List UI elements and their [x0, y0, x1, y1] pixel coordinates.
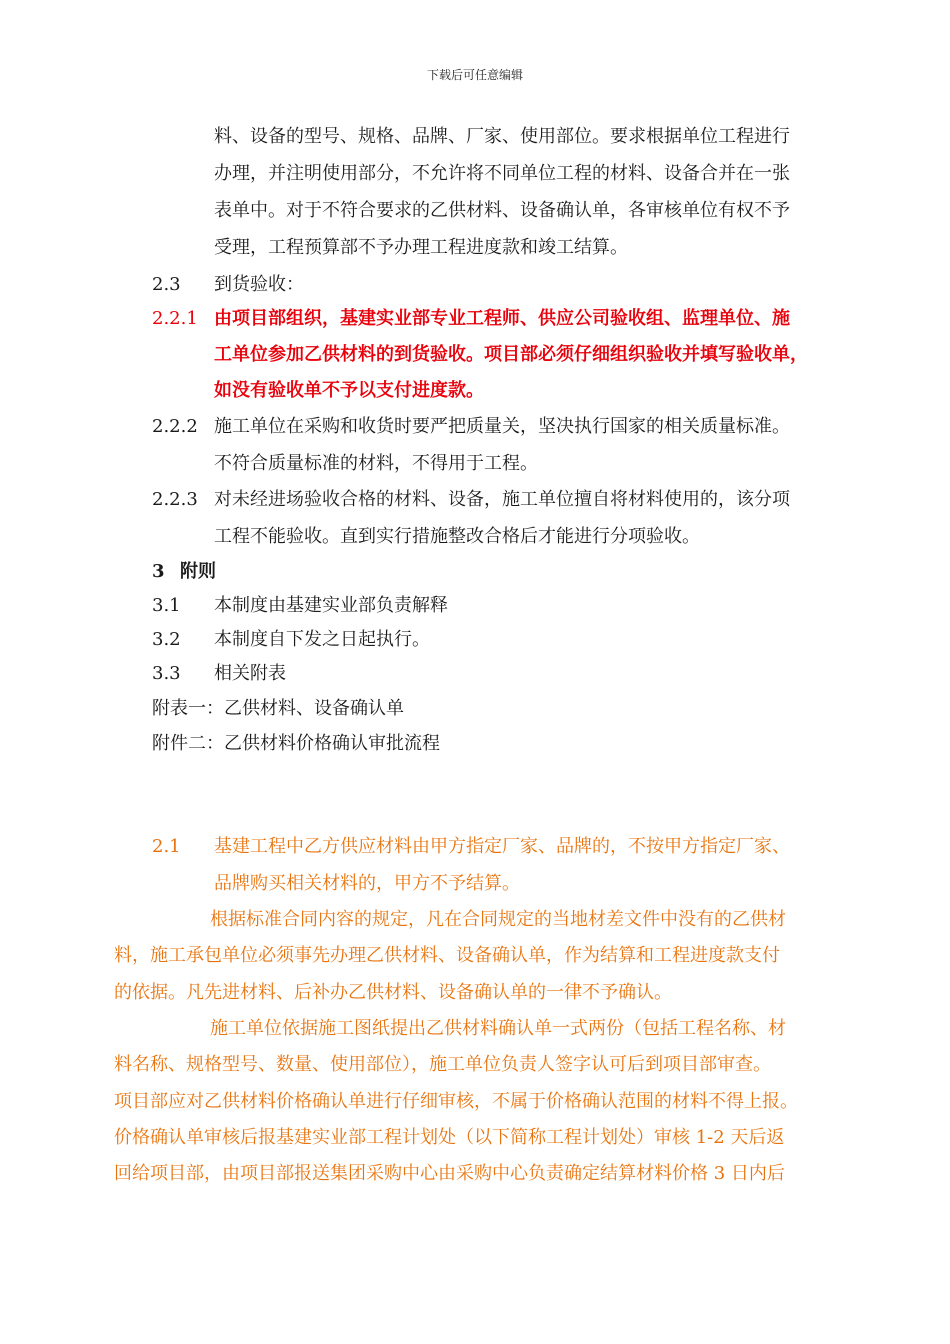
section-number: 2.1 [152, 836, 181, 857]
highlight-line: 如没有验收单不予以支付进度款。 [214, 380, 484, 401]
paragraph-line: 相关附表 [214, 663, 286, 684]
orange-line: 施工单位依据施工图纸提出乙供材料确认单一式两份（包括工程名称、材 [210, 1018, 786, 1039]
paragraph-line: 办理，并注明使用部分，不允许将不同单位工程的材料、设备合并在一张 [214, 163, 790, 184]
section-number: 3.1 [152, 595, 181, 616]
paragraph-line: 本制度自下发之日起执行。 [214, 629, 430, 650]
section-number: 2.2.3 [152, 489, 198, 510]
section-heading: 到货验收： [214, 274, 304, 295]
paragraph-line: 受理，工程预算部不予办理工程进度款和竣工结算。 [214, 237, 628, 258]
orange-line: 料名称、规格型号、数量、使用部位），施工单位负责人签字认可后到项目部审查。 [114, 1054, 771, 1075]
paragraph-line: 对未经进场验收合格的材料、设备，施工单位擅自将材料使用的，该分项 [214, 489, 790, 510]
paragraph-line: 料、设备的型号、规格、品牌、厂家、使用部位。要求根据单位工程进行 [214, 126, 790, 147]
orange-line: 基建工程中乙方供应材料由甲方指定厂家、品牌的，不按甲方指定厂家、 [214, 836, 790, 857]
paragraph-line: 本制度由基建实业部负责解释 [214, 595, 448, 616]
paragraph-line: 不符合质量标准的材料，不得用于工程。 [214, 453, 538, 474]
chapter-number: 3 [152, 561, 165, 582]
section-number: 2.2.2 [152, 416, 198, 437]
section-number: 2.2.1 [152, 308, 198, 329]
section-number: 3.3 [152, 663, 181, 684]
orange-line: 价格确认单审核后报基建实业部工程计划处（以下简称工程计划处）审核 1-2 天后返 [114, 1127, 785, 1148]
orange-line: 品牌购买相关材料的，甲方不予结算。 [214, 873, 520, 894]
highlight-line: 工单位参加乙供材料的到货验收。项目部必须仔细组织验收并填写验收单， [214, 344, 808, 365]
paragraph-line: 施工单位在采购和收货时要严把质量关，坚决执行国家的相关质量标准。 [214, 416, 790, 437]
paragraph-line: 表单中。对于不符合要求的乙供材料、设备确认单，各审核单位有权不予 [214, 200, 790, 221]
orange-line: 根据标准合同内容的规定，凡在合同规定的当地材差文件中没有的乙供材 [210, 909, 786, 930]
orange-line: 项目部应对乙供材料价格确认单进行仔细审核，不属于价格确认范围的材料不得上报。 [114, 1091, 798, 1112]
orange-line: 回给项目部，由项目部报送集团采购中心由采购中心负责确定结算材料价格 3 日内后 [114, 1163, 785, 1184]
page-header: 下载后可任意编辑 [426, 68, 523, 82]
paragraph-line: 工程不能验收。直到实行措施整改合格后才能进行分项验收。 [214, 526, 700, 547]
orange-line: 的依据。凡先进材料、后补办乙供材料、设备确认单的一律不予确认。 [114, 982, 672, 1003]
highlight-line: 由项目部组织，基建实业部专业工程师、供应公司验收组、监理单位、施 [214, 308, 790, 329]
chapter-title: 附则 [180, 561, 216, 582]
orange-line: 料，施工承包单位必须事先办理乙供材料、设备确认单，作为结算和工程进度款支付 [114, 945, 780, 966]
section-number: 3.2 [152, 629, 181, 650]
attachment-line: 附件二：乙供材料价格确认审批流程 [152, 733, 440, 754]
attachment-line: 附表一：乙供材料、设备确认单 [152, 698, 404, 719]
section-number: 2.3 [152, 274, 181, 295]
